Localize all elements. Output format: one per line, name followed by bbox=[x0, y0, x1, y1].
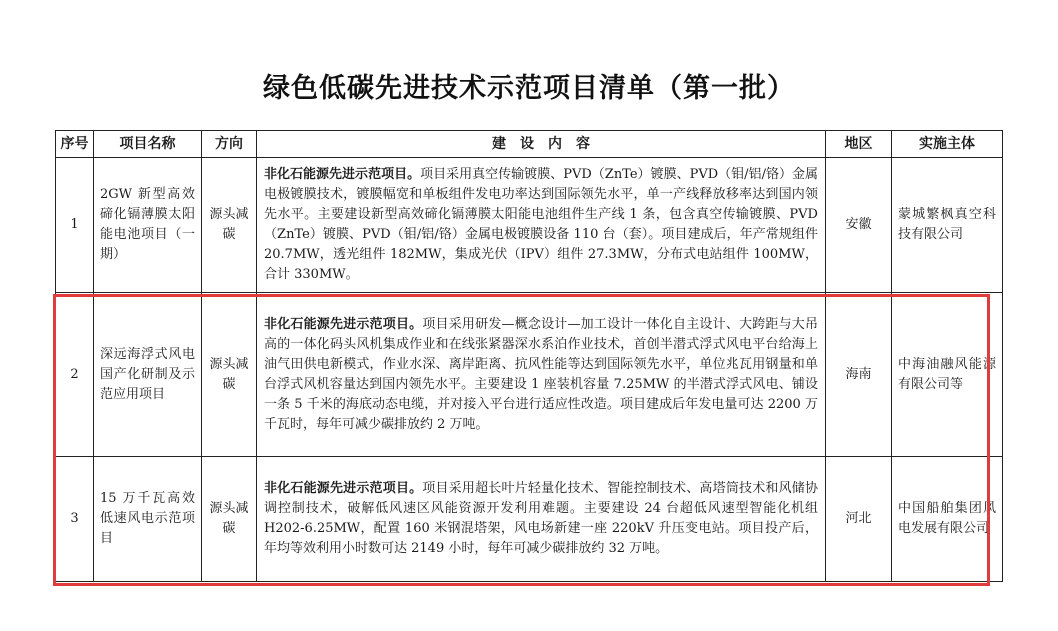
header-content: 建 设 内 容 bbox=[257, 131, 826, 158]
row-direction: 源头减碳 bbox=[202, 293, 257, 457]
row-direction: 源头减碳 bbox=[202, 158, 257, 293]
header-entity: 实施主体 bbox=[892, 131, 1003, 158]
row-category: 非化石能源先进示范项目。 bbox=[264, 316, 423, 332]
table-row bbox=[56, 158, 1003, 293]
row-no: 1 bbox=[56, 158, 94, 293]
row-project-name: 15 万千瓦高效低速风电示范项目 bbox=[94, 457, 202, 582]
row-project-name: 2GW 新型高效碲化镉薄膜太阳能电池项目（一期） bbox=[94, 158, 202, 293]
row-region: 海南 bbox=[826, 293, 892, 457]
table-header-row bbox=[56, 131, 1003, 158]
table-row bbox=[56, 293, 1003, 457]
header-name: 项目名称 bbox=[94, 131, 202, 158]
row-category: 非化石能源先进示范项目。 bbox=[264, 167, 421, 182]
row-project-name: 深远海浮式风电国产化研制及示范应用项目 bbox=[94, 293, 202, 457]
table-row bbox=[56, 457, 1003, 582]
header-region: 地区 bbox=[826, 131, 892, 158]
row-region: 河北 bbox=[826, 457, 892, 582]
row-content-text: 项目采用超长叶片轻量化技术、智能控制技术、高塔筒技术和风储协调控制技术，破解低风速区风能资源开发利用难题。主要建设 24 台超低风速型智能化机组 H202-6.25MW，配置 160 米钢混塔架，风电场新建一座 220kV 升压变电站。项目投产后，年均等效利用小时数可达 2149 小时，每年可减少碳排放约 32 万吨。 bbox=[264, 481, 818, 556]
header-no: 序号 bbox=[56, 131, 94, 158]
row-entity: 中海油融风能源有限公司等 bbox=[892, 293, 1003, 457]
row-content bbox=[257, 158, 826, 293]
row-region: 安徽 bbox=[826, 158, 892, 293]
row-content-text: 项目采用研发—概念设计—加工设计一体化自主设计、大跨距与大吊高的一体化码头风机集成作业和在线张紧器深水系泊作业技术，首创半潜式浮式风电平台给海上油气田供电新模式，作业水深、离岸距离、抗风性能等达到国际领先水平，单位兆瓦用钢量和单台浮式风机容量达到国内领先水平。主要建设 1 座装机容量 7.25MW 的半潜式浮式风电、铺设一条 5 千米的海底动态电缆，并对接入平台进行适应性改造。项目建成后年发电量可达 2200 万千瓦时，每年可减少碳排放约 2 万吨。 bbox=[264, 316, 818, 432]
header-direction: 方向 bbox=[202, 131, 257, 158]
row-direction: 源头减碳 bbox=[202, 457, 257, 582]
page-title: 绿色低碳先进技术示范项目清单（第一批） bbox=[263, 73, 795, 104]
row-no: 3 bbox=[56, 457, 94, 582]
row-entity: 中国船舶集团风电发展有限公司 bbox=[892, 457, 1003, 582]
project-table bbox=[55, 130, 1003, 582]
row-no: 2 bbox=[56, 293, 94, 457]
row-content bbox=[257, 293, 826, 457]
row-content bbox=[257, 457, 826, 582]
row-content-text: 项目采用真空传输镀膜、PVD（ZnTe）镀膜、PVD（钼/铝/铬）金属电极镀膜技术，镀膜幅宽和单板组件发电功率达到国际领先水平，单一产线释放移率达到国内领先水平。主要建设新型高效碲化镉薄膜太阳能电池组件生产线 1 条，包含真空传输镀膜、PVD（ZnTe）镀膜、PVD（钼/铝/铬）金属电极镀膜设备 110 台（套）。项目建成后，年产常规组件 20.7MW，透光组件 182MW，集成光伏（IPV）组件 27.3MW，分布式电站组件 100MW，合计 330MW。 bbox=[264, 167, 818, 282]
row-category: 非化石能源先进示范项目。 bbox=[264, 481, 423, 496]
row-entity: 蒙城繁枫真空科技有限公司 bbox=[892, 158, 1003, 293]
